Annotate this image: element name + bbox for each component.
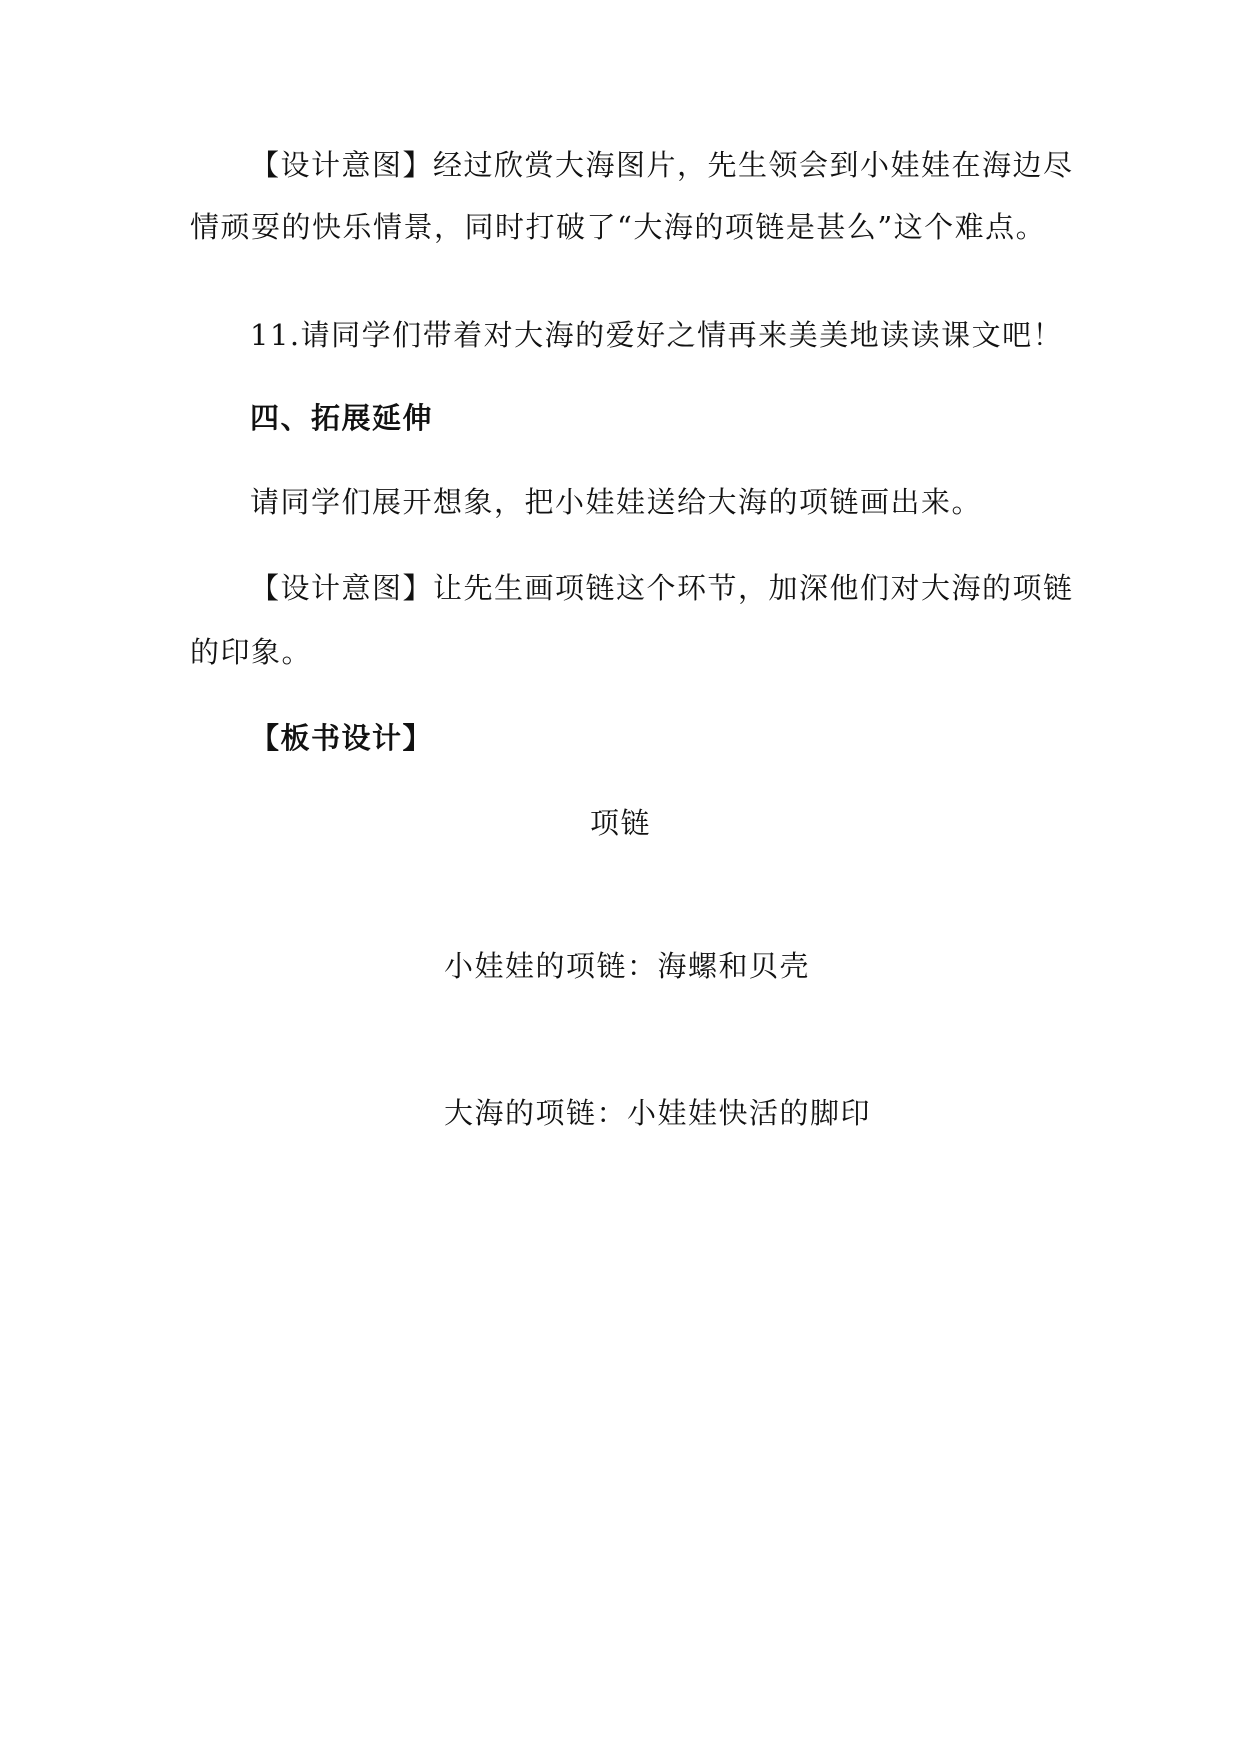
reading-instruction-paragraph: 11.请同学们带着对大海的爱好之情再来美美地读读课文吧！	[250, 318, 1064, 352]
board-line-1: 小娃娃的项链：海螺和贝壳	[444, 949, 811, 983]
design-intent-2-line-2: 的印象。	[190, 635, 313, 669]
section-heading-board-design: 【板书设计】	[250, 721, 434, 755]
design-intent-2-line-1: 【设计意图】让先生画项链这个环节，加深他们对大海的项链	[250, 571, 1074, 605]
board-title: 项链	[589, 806, 651, 840]
board-line-2: 大海的项链：小娃娃快活的脚印	[444, 1096, 872, 1130]
section-heading-extend: 四、拓展延伸	[250, 401, 434, 435]
design-intent-paragraph-line-2: 情顽耍的快乐情景，同时打破了“大海的项链是甚么”这个难点。	[190, 210, 1047, 244]
design-intent-paragraph-line-1: 【设计意图】经过欣赏大海图片，先生领会到小娃娃在海边尽	[250, 148, 1074, 182]
drawing-task-paragraph: 请同学们展开想象，把小娃娃送给大海的项链画出来。	[250, 485, 983, 519]
